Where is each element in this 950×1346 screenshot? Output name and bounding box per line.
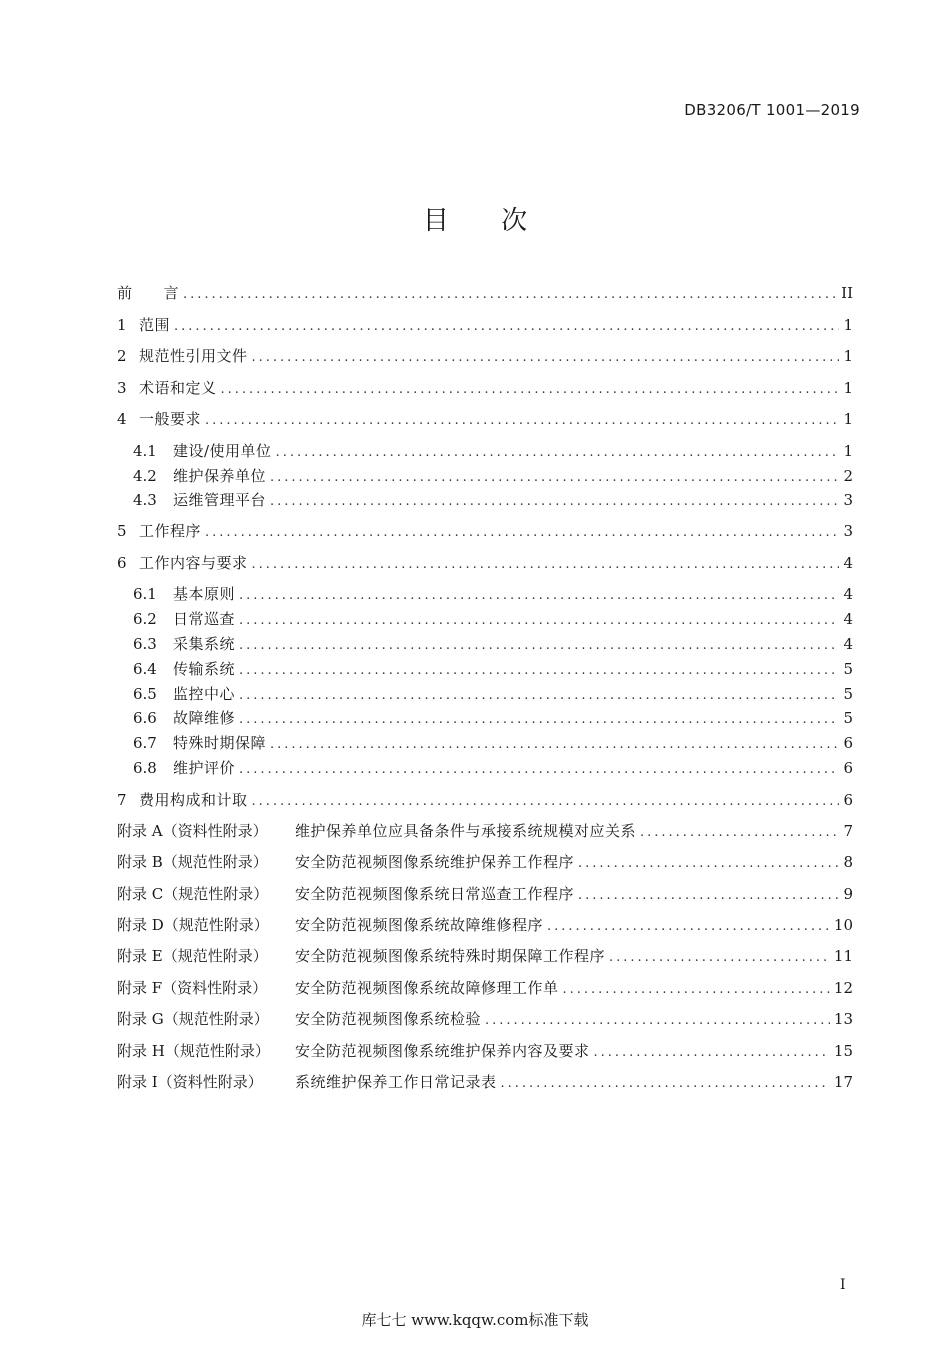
toc-leader: [270, 491, 839, 513]
toc-entry-number: 6.4: [133, 660, 157, 678]
toc-entry-number: 7: [117, 791, 127, 809]
toc-leader: [563, 979, 830, 1001]
toc-entry-number: 4.1: [133, 442, 157, 460]
toc-entry-label: 采集系统: [173, 635, 236, 653]
toc-entry-5[interactable]: [117, 520, 853, 542]
toc-entry-number: 4.2: [133, 467, 157, 485]
toc-entry-page: 1: [843, 316, 853, 334]
toc-entry-label: 基本原则: [173, 585, 236, 603]
toc-entry-page: 11: [833, 947, 853, 965]
toc-entry-number: 6.3: [133, 635, 157, 653]
toc-entry-page: 1: [843, 410, 853, 428]
toc-entry-page: 10: [833, 916, 853, 934]
toc-entry-label: 一般要求: [139, 410, 202, 428]
toc-appendix-b[interactable]: [117, 851, 853, 873]
toc-appendix-g[interactable]: [117, 1008, 853, 1030]
toc-entry-label: 费用构成和计取: [139, 791, 248, 809]
toc-entry-page: 17: [833, 1073, 853, 1091]
toc-entry-2[interactable]: [117, 345, 853, 367]
appendix-title: 维护保养单位应具备条件与承接系统规模对应关系: [295, 822, 637, 840]
toc-entry-4[interactable]: [117, 408, 853, 430]
toc-entry-page: 13: [833, 1010, 853, 1028]
toc-entry-page: 8: [843, 853, 853, 871]
toc-leader: [205, 522, 839, 544]
toc-entry-3[interactable]: [117, 377, 853, 399]
toc-entry-number: 5: [117, 522, 127, 540]
appendix-title: 系统维护保养工作日常记录表: [295, 1073, 497, 1091]
toc-entry-number: 6.6: [133, 709, 157, 727]
toc-entry-6-6[interactable]: [133, 707, 853, 729]
toc-leader: [239, 635, 839, 657]
toc-entry-label: 维护保养单位: [173, 467, 267, 485]
appendix-title: 安全防范视频图像系统日常巡查工作程序: [295, 885, 575, 903]
toc-leader: [183, 284, 837, 306]
appendix-label: 附录 A（资料性附录）: [117, 822, 268, 840]
toc-entry-label: 术语和定义: [139, 379, 217, 397]
toc-entry-page: 5: [843, 709, 853, 727]
toc-entry-page: 5: [843, 660, 853, 678]
toc-leader: [252, 791, 839, 813]
toc-leader: [221, 379, 839, 401]
toc-leader: [205, 410, 839, 432]
toc-entry-page: 3: [843, 522, 853, 540]
toc-entry-6-7[interactable]: [133, 732, 853, 754]
toc-appendix-i[interactable]: [117, 1071, 853, 1093]
toc-entry-number: 6.2: [133, 610, 157, 628]
toc-entry-page: II: [841, 284, 853, 302]
toc-entry-page: 1: [843, 379, 853, 397]
toc-appendix-h[interactable]: [117, 1040, 853, 1062]
toc-entry-page: 4: [843, 635, 853, 653]
toc-entry-foreword[interactable]: [117, 282, 853, 304]
appendix-label: 附录 C（规范性附录）: [117, 885, 269, 903]
toc-entry-label: 规范性引用文件: [139, 347, 248, 365]
toc-entry-number: 3: [117, 379, 127, 397]
appendix-title: 安全防范视频图像系统检验: [295, 1010, 482, 1028]
toc-entry-6-5[interactable]: [133, 683, 853, 705]
toc-entry-page: 4: [843, 585, 853, 603]
toc-entry-1[interactable]: [117, 314, 853, 336]
toc-entry-label: 监控中心: [173, 685, 236, 703]
toc-entry-number: 6: [117, 554, 127, 572]
toc-entry-label: 日常巡查: [173, 610, 236, 628]
toc-leader: [485, 1010, 830, 1032]
toc-leader: [174, 316, 839, 338]
toc-entry-page: 3: [843, 491, 853, 509]
toc-leader: [270, 734, 839, 756]
toc-leader: [239, 610, 839, 632]
toc-entry-6-4[interactable]: [133, 658, 853, 680]
appendix-label: 附录 G（规范性附录）: [117, 1010, 269, 1028]
appendix-label: 附录 B（规范性附录）: [117, 853, 268, 871]
page-title: 目 次: [422, 206, 550, 236]
toc-entry-6-8[interactable]: [133, 757, 853, 779]
toc-entry-page: 15: [833, 1042, 853, 1060]
appendix-label: 附录 H（规范性附录）: [117, 1042, 270, 1060]
toc-entry-page: 7: [843, 822, 853, 840]
toc-leader: [239, 585, 839, 607]
toc-leader: [578, 853, 839, 875]
toc-leader: [270, 467, 839, 489]
toc-entry-label: 维护评价: [173, 759, 236, 777]
toc-entry-label: 工作程序: [139, 522, 202, 540]
toc-entry-4-2[interactable]: [133, 465, 853, 487]
toc-leader: [609, 947, 830, 969]
toc-leader: [239, 660, 839, 682]
toc-entry-label: 前 言: [117, 284, 180, 302]
watermark-text: 库七七 www.kqqw.com标准下载: [361, 1311, 589, 1329]
toc-leader: [252, 347, 839, 369]
toc-entry-4-3[interactable]: [133, 489, 853, 511]
toc-entry-label: 故障维修: [173, 709, 236, 727]
page-number: I: [840, 1277, 846, 1293]
toc-entry-6-1[interactable]: [133, 583, 853, 605]
toc-entry-page: 9: [843, 885, 853, 903]
toc-entry-page: 6: [843, 759, 853, 777]
appendix-label: 附录 I（资料性附录）: [117, 1073, 263, 1091]
toc-leader: [640, 822, 839, 844]
toc-entry-label: 运维管理平台: [173, 491, 267, 509]
toc-entry-page: 2: [843, 467, 853, 485]
standard-code: DB3206/T 1001—2019: [684, 101, 860, 119]
toc-entry-7[interactable]: [117, 789, 853, 811]
toc-appendix-d[interactable]: [117, 914, 853, 936]
toc-entry-page: 6: [843, 734, 853, 752]
toc-entry-number: 6.1: [133, 585, 157, 603]
toc-entry-number: 4.3: [133, 491, 157, 509]
toc-entry-number: 4: [117, 410, 127, 428]
appendix-label: 附录 E（规范性附录）: [117, 947, 268, 965]
toc-leader: [239, 685, 839, 707]
toc-entry-number: 6.7: [133, 734, 157, 752]
toc-leader: [578, 885, 839, 907]
toc-entry-page: 1: [843, 442, 853, 460]
toc-entry-number: 6.8: [133, 759, 157, 777]
toc-leader: [239, 759, 839, 781]
toc-entry-page: 12: [833, 979, 853, 997]
toc-entry-page: 6: [843, 791, 853, 809]
toc-entry-6-3[interactable]: [133, 633, 853, 655]
appendix-label: 附录 D（规范性附录）: [117, 916, 269, 934]
toc-leader: [501, 1073, 830, 1095]
appendix-title: 安全防范视频图像系统特殊时期保障工作程序: [295, 947, 606, 965]
toc-entry-label: 建设/使用单位: [173, 442, 272, 460]
toc-entry-page: 5: [843, 685, 853, 703]
toc-appendix-e[interactable]: [117, 945, 853, 967]
appendix-title: 安全防范视频图像系统故障修理工作单: [295, 979, 559, 997]
toc-appendix-a[interactable]: [117, 820, 853, 842]
toc-leader: [252, 554, 839, 576]
toc-entry-number: 6.5: [133, 685, 157, 703]
toc-entry-number: 2: [117, 347, 127, 365]
toc-entry-page: 4: [843, 554, 853, 572]
toc-entry-label: 传输系统: [173, 660, 236, 678]
toc-entry-page: 4: [843, 610, 853, 628]
appendix-label: 附录 F（资料性附录）: [117, 979, 268, 997]
appendix-title: 安全防范视频图像系统故障维修程序: [295, 916, 544, 934]
toc-leader: [547, 916, 830, 938]
toc-entry-page: 1: [843, 347, 853, 365]
toc-entry-label: 工作内容与要求: [139, 554, 248, 572]
appendix-title: 安全防范视频图像系统维护保养内容及要求: [295, 1042, 590, 1060]
toc-entry-4-1[interactable]: [133, 440, 853, 462]
toc-entry-number: 1: [117, 316, 127, 334]
toc-appendix-f[interactable]: [117, 977, 853, 999]
toc-leader: [239, 709, 839, 731]
toc-entry-label: 特殊时期保障: [173, 734, 267, 752]
toc-leader: [276, 442, 839, 464]
toc-leader: [594, 1042, 830, 1064]
toc-entry-6-2[interactable]: [133, 608, 853, 630]
toc-entry-label: 范围: [139, 316, 171, 334]
toc-appendix-c[interactable]: [117, 883, 853, 905]
appendix-title: 安全防范视频图像系统维护保养工作程序: [295, 853, 575, 871]
toc-entry-6[interactable]: [117, 552, 853, 574]
